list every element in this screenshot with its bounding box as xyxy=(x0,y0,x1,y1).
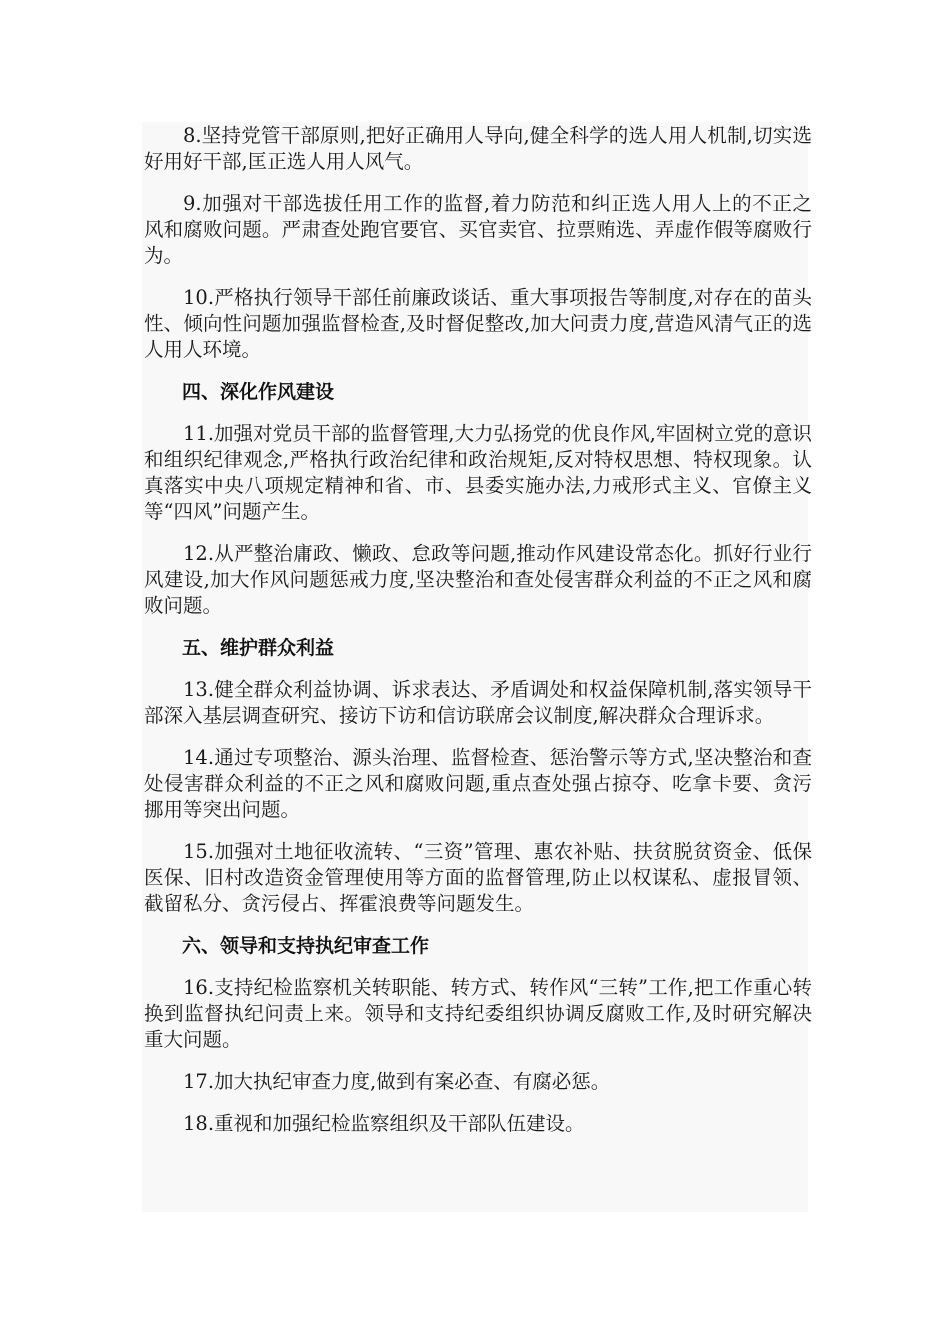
paragraph-11: 11.加强对党员干部的监督管理,大力弘扬党的优良作风,牢固树立党的意识和组织纪律观念,严格执行政治纪律和政治规矩,反对特权思想、特权现象。认真落实中央八项规定精神和省、市、县委实施办法,力戒形式主义、官僚主义等“四风”问题产生。 xyxy=(144,422,812,523)
section-heading-4: 四、深化作风建设 xyxy=(182,381,335,403)
paragraph-14: 14.通过专项整治、源头治理、监督检查、惩治警示等方式,坚决整治和查处侵害群众利益的不正之风和腐败问题,重点查处强占掠夺、吃拿卡要、贪污挪用等突出问题。 xyxy=(144,746,812,821)
paragraph-17: 17.加大执纪审查力度,做到有案必查、有腐必惩。 xyxy=(183,1070,611,1093)
paragraph-10: 10.严格执行领导干部任前廉政谈话、重大事项报告等制度,对存在的苗头性、倾向性问题加强监督检查,及时督促整改,加大问责力度,营造风清气正的选人用人环境。 xyxy=(144,286,812,361)
section-heading-5: 五、维护群众利益 xyxy=(182,637,335,659)
section-heading-6: 六、领导和支持执纪审查工作 xyxy=(182,935,430,957)
paragraph-8: 8.坚持党管干部原则,把好正确用人导向,健全科学的选人用人机制,切实选好用好干部,匡正选人用人风气。 xyxy=(144,124,812,173)
paragraph-13: 13.健全群众利益协调、诉求表达、矛盾调处和权益保障机制,落实领导干部深入基层调查研究、接访下访和信访联席会议制度,解决群众合理诉求。 xyxy=(144,678,812,727)
document-body xyxy=(144,123,812,1153)
paragraph-12: 12.从严整治庸政、懒政、怠政等问题,推动作风建设常态化。抓好行业行风建设,加大作风问题惩戒力度,坚决整治和查处侵害群众利益的不正之风和腐败问题。 xyxy=(144,542,812,617)
paragraph-15: 15.加强对土地征收流转、“三资”管理、惠农补贴、扶贫脱贫资金、低保医保、旧村改造资金管理使用等方面的监督管理,防止以权谋私、虚报冒领、截留私分、贪污侵占、挥霍浪费等问题发生。 xyxy=(144,840,812,915)
paragraph-16: 16.支持纪检监察机关转职能、转方式、转作风“三转”工作,把工作重心转换到监督执纪问责上来。领导和支持纪委组织协调反腐败工作,及时研究解决重大问题。 xyxy=(144,976,812,1051)
paragraph-18: 18.重视和加强纪检监察组织及干部队伍建设。 xyxy=(183,1112,585,1135)
paragraph-9: 9.加强对干部选拔任用工作的监督,着力防范和纠正选人用人上的不正之风和腐败问题。严肃查处跑官要官、买官卖官、拉票贿选、弄虚作假等腐败行为。 xyxy=(144,192,812,267)
